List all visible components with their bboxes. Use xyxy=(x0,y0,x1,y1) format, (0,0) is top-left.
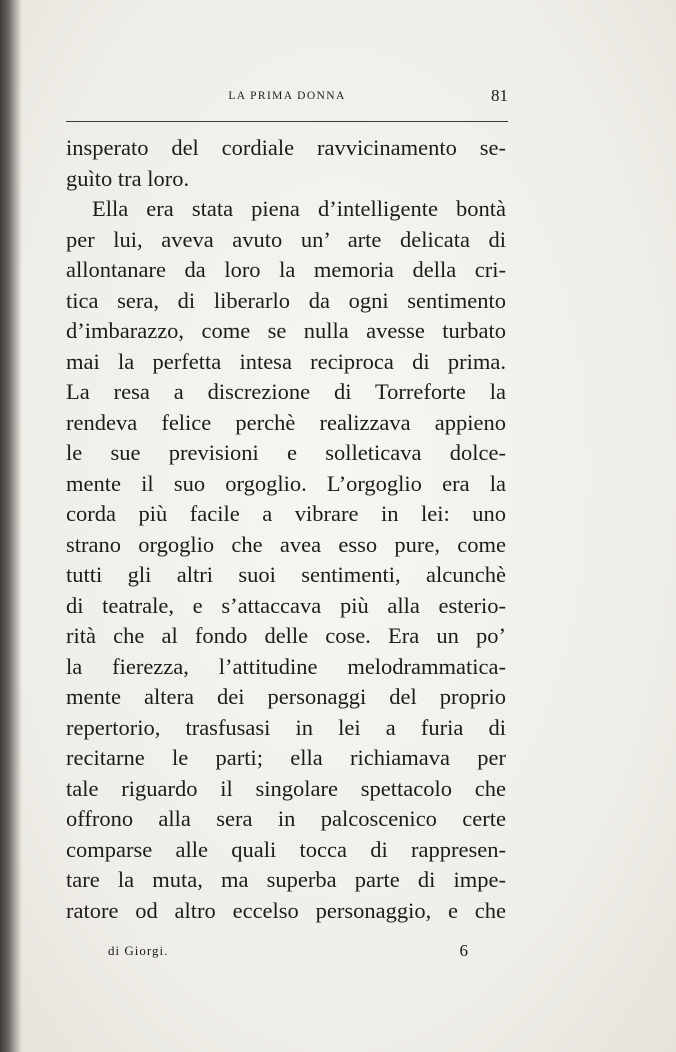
text-line: strano orgoglio che avea esso pure, come xyxy=(66,531,506,557)
running-title: LA PRIMA DONNA xyxy=(228,90,346,102)
text-line: Ella era stata piena d’intelligente bontà xyxy=(92,196,506,221)
body-text xyxy=(66,133,506,926)
text-line: mai la perfetta intesa reciproca di prima. xyxy=(66,348,506,374)
running-head xyxy=(66,86,508,112)
text-line: di teatrale, e s’attaccava più alla esterio- xyxy=(66,592,506,618)
text-line: repertorio, trasfusasi in lei a furia di xyxy=(66,714,506,740)
text-line: rità che al fondo delle cose. Era un po’ xyxy=(66,623,506,648)
text-line: per lui, aveva avuto un’ arte delicata di xyxy=(66,226,506,252)
text-line: ratore od altro eccelso personaggio, e che xyxy=(66,897,506,923)
text-line: tica sera, di liberarlo da ogni sentimento xyxy=(66,287,506,313)
text-line: le sue previsioni e solleticava dolce- xyxy=(66,440,506,465)
text-line: comparse alle quali tocca di rappresen- xyxy=(66,836,506,862)
signature-number: 6 xyxy=(459,941,468,960)
text-line: corda più facile a vibrare in lei: uno xyxy=(66,501,506,526)
header-rule xyxy=(66,121,508,122)
text-line: tare la muta, ma superba parte di impe- xyxy=(66,867,506,892)
text-line: recitarne le parti; ella richiamava per xyxy=(66,745,506,770)
text-line: La resa a discrezione di Torreforte la xyxy=(66,379,506,404)
text-line: insperato del cordiale ravvicinamento se- xyxy=(66,135,506,160)
signature-mark-author: di Giorgi. xyxy=(108,943,169,958)
text-line: d’imbarazzo, come se nulla avesse turbato xyxy=(66,318,506,343)
page-number: 81 xyxy=(491,86,508,105)
text-line: la fierezza, l’attitudine melodrammatica- xyxy=(66,653,506,679)
text-line: allontanare da loro la memoria della cri- xyxy=(66,257,506,282)
page-footer xyxy=(108,941,468,967)
text-line: tutti gli altri suoi sentimenti, alcunchè xyxy=(66,562,506,587)
text-line: tale riguardo il singolare spettacolo che xyxy=(66,775,506,801)
text-line: mente altera dei personaggi del proprio xyxy=(66,684,506,709)
text-line: mente il suo orgoglio. L’orgoglio era la xyxy=(66,470,506,496)
text-line: guìto tra loro. xyxy=(66,165,190,191)
text-line: offrono alla sera in palcoscenico certe xyxy=(66,806,506,831)
binding-edge xyxy=(0,0,22,1052)
text-line: rendeva felice perchè realizzava appieno xyxy=(66,409,506,435)
